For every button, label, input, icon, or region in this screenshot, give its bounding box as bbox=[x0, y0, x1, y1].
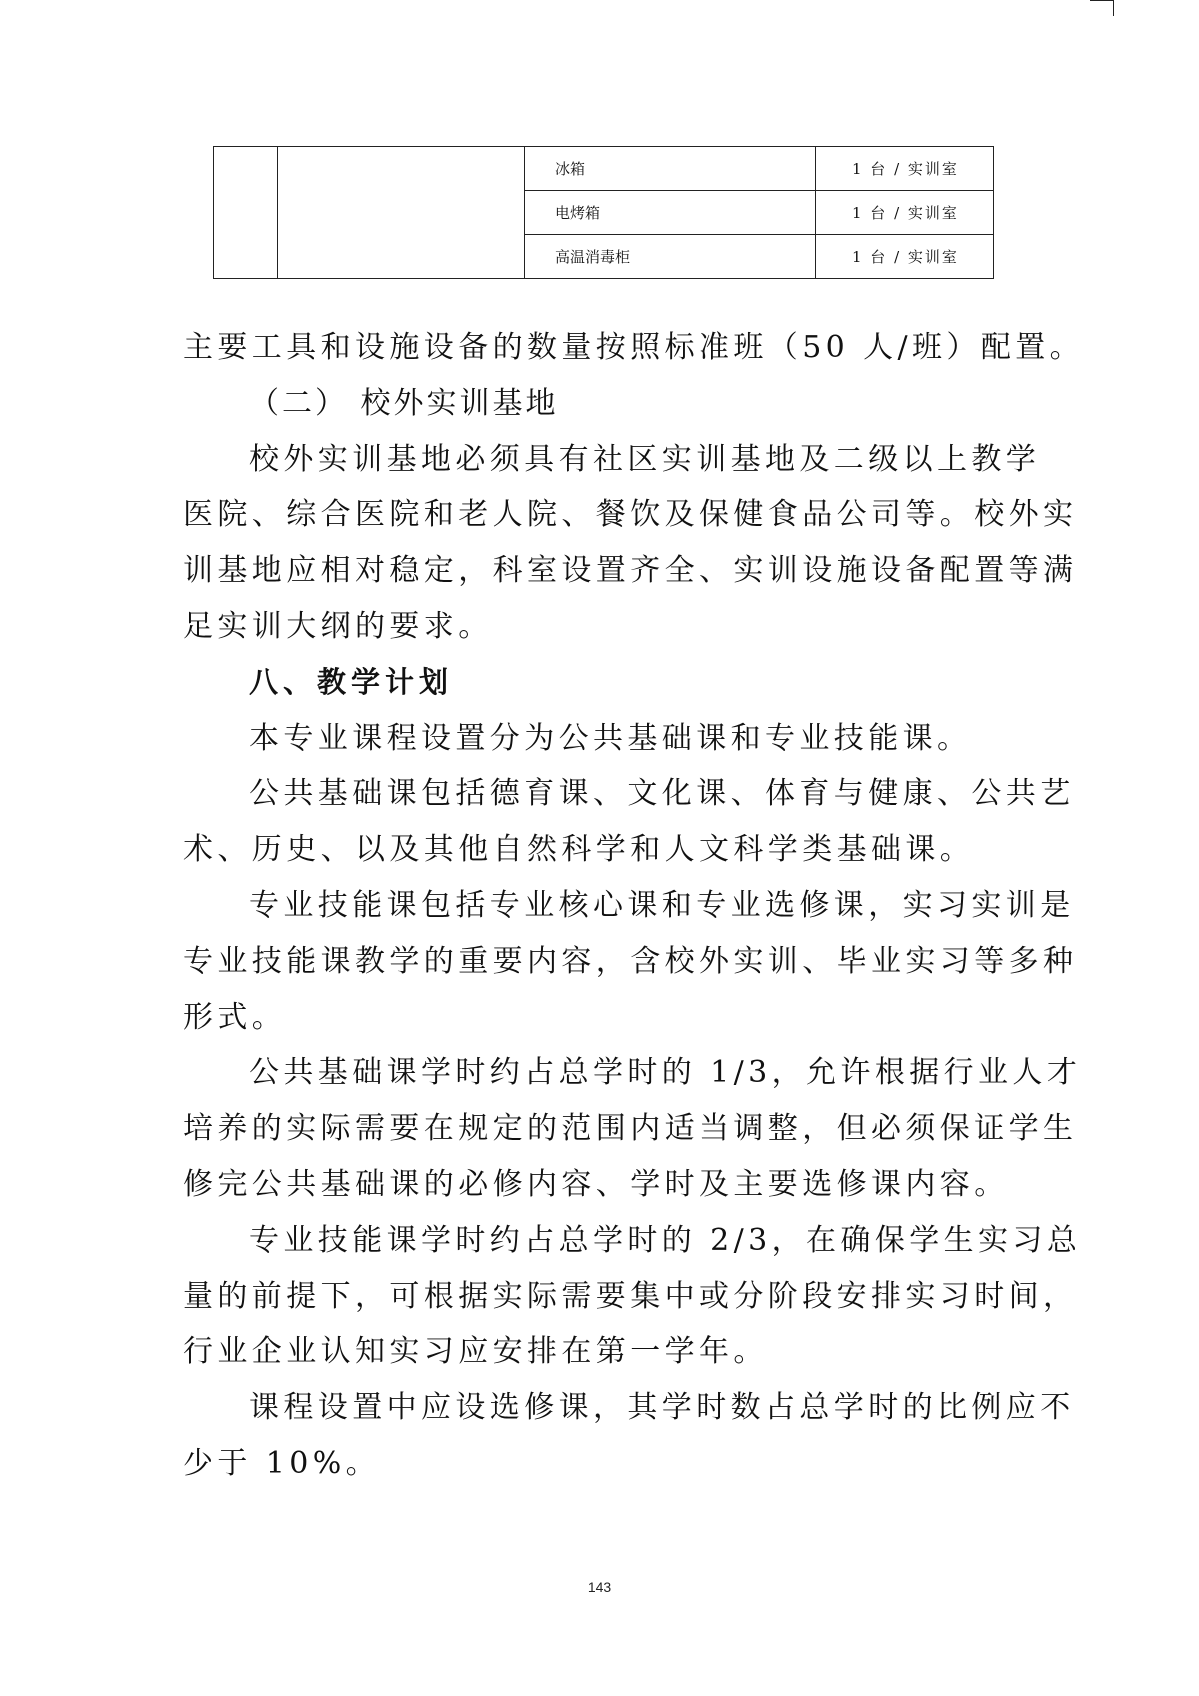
crop-mark bbox=[1090, 0, 1114, 16]
table-row bbox=[214, 147, 994, 191]
paragraph-line: 医院、综合医院和老人院、餐饮及保健食品公司等。校外实 bbox=[183, 497, 1078, 533]
paragraph-line: 足实训大纲的要求。 bbox=[183, 608, 493, 644]
paragraph-line: 专业技能课包括专业核心课和专业选修课，实习实训是 bbox=[249, 887, 1075, 923]
section-heading: 八、教学计划 bbox=[249, 664, 454, 699]
equipment-quantity: 1 台 / 实训室 bbox=[816, 235, 994, 279]
paragraph-line: 校外实训基地必须具有社区实训基地及二级以上教学 bbox=[249, 441, 1041, 477]
equipment-name: 电烤箱 bbox=[525, 191, 816, 235]
paragraph-line: 少于 10%。 bbox=[183, 1445, 381, 1481]
table-cell-blank bbox=[278, 147, 525, 279]
paragraph-line: 专业技能课学时约占总学时的 2/3，在确保学生实习总 bbox=[249, 1222, 1082, 1258]
equipment-quantity: 1 台 / 实训室 bbox=[816, 147, 994, 191]
paragraph-line: 行业企业认知实习应安排在第一学年。 bbox=[183, 1334, 768, 1370]
paragraph-line: 培养的实际需要在规定的范围内适当调整，但必须保证学生 bbox=[183, 1111, 1078, 1147]
section-subheading: （二） 校外实训基地 bbox=[249, 385, 559, 421]
paragraph-line: 主要工具和设施设备的数量按照标准班（50 人/班）配置。 bbox=[183, 330, 1085, 365]
paragraph-line: 形式。 bbox=[183, 999, 287, 1035]
paragraph-line: 专业技能课教学的重要内容，含校外实训、毕业实习等多种 bbox=[183, 943, 1078, 979]
equipment-quantity: 1 台 / 实训室 bbox=[816, 191, 994, 235]
document-body bbox=[183, 320, 1085, 1492]
table-cell-blank bbox=[214, 147, 278, 279]
paragraph-line: 课程设置中应设选修课，其学时数占总学时的比例应不 bbox=[249, 1390, 1075, 1426]
paragraph-line: 本专业课程设置分为公共基础课和专业技能课。 bbox=[249, 720, 972, 756]
paragraph-line: 量的前提下，可根据实际需要集中或分阶段安排实习时间， bbox=[183, 1278, 1078, 1314]
equipment-name: 冰箱 bbox=[525, 147, 816, 191]
paragraph-line: 公共基础课学时约占总学时的 1/3，允许根据行业人才 bbox=[249, 1055, 1082, 1091]
paragraph-line: 公共基础课包括德育课、文化课、体育与健康、公共艺 bbox=[249, 776, 1075, 812]
equipment-name: 高温消毒柜 bbox=[525, 235, 816, 279]
paragraph-line: 训基地应相对稳定，科室设置齐全、实训设施设备配置等满 bbox=[183, 553, 1078, 589]
equipment-table bbox=[213, 146, 994, 279]
paragraph-line: 修完公共基础课的必修内容、学时及主要选修课内容。 bbox=[183, 1166, 1009, 1202]
page-number: 143 bbox=[587, 1579, 612, 1595]
paragraph-line: 术、历史、以及其他自然科学和人文科学类基础课。 bbox=[183, 832, 975, 868]
